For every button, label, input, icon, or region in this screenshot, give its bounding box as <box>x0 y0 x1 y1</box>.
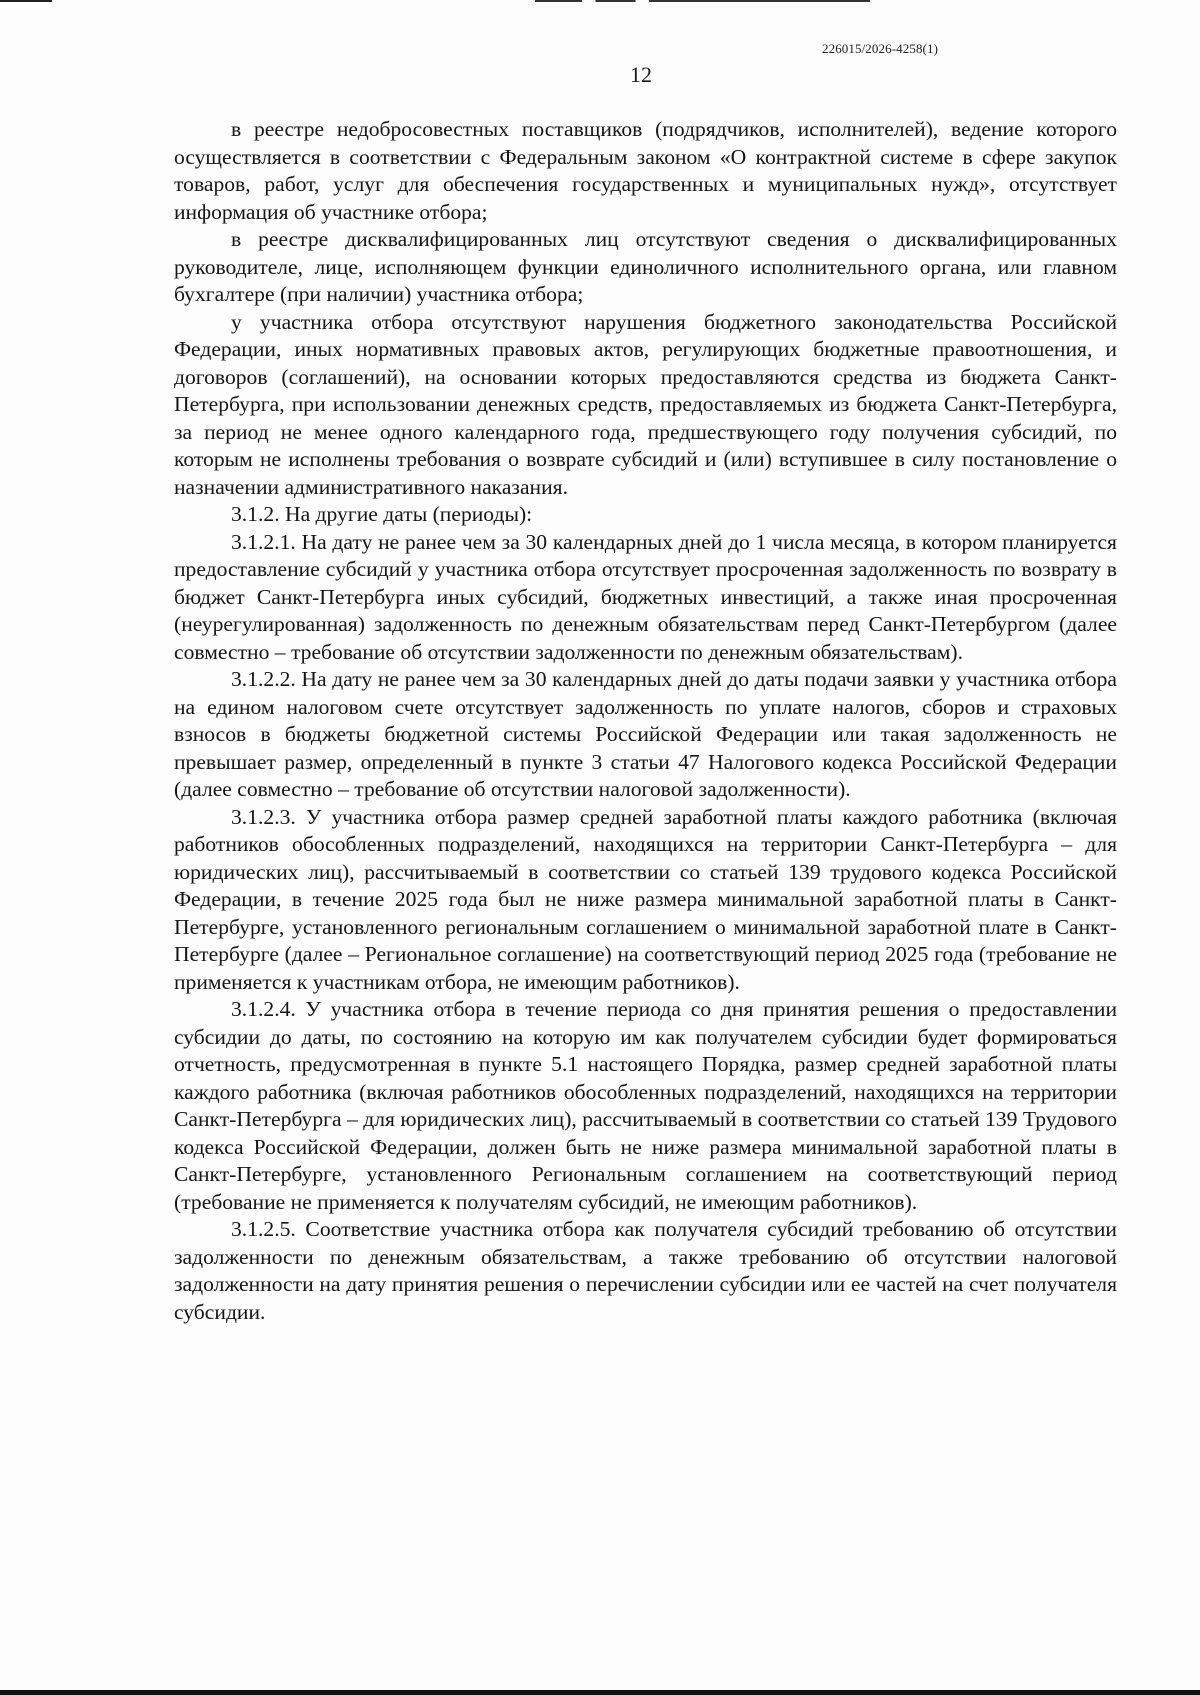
paragraph-registry-disqualified: в реестре дисквалифицированных лиц отсутствуют сведения о дисквалифицированных руководителе, лице, исполняющем функции единоличного исполнительного органа, или главном бухгалтере (при наличии) участника отбора; <box>174 227 1117 306</box>
page-number: 12 <box>630 62 652 87</box>
scan-top-left-rule <box>0 0 52 2</box>
paragraph-3-1-2: 3.1.2. На другие даты (периоды): <box>231 502 533 526</box>
scan-bottom-rule <box>0 1690 1200 1695</box>
document-number: 226015/2026-4258(1) <box>822 41 938 56</box>
document-body <box>174 116 1117 1326</box>
scan-top-mid-rule <box>535 0 870 2</box>
paragraph-3-1-2-1: 3.1.2.1. На дату не ранее чем за 30 календарных дней до 1 числа месяца, в котором планируется предоставление субсидий у участника отбора отсутствует просроченная задолженность по возврату в бюджет Санкт-Петербурга иных субсидий, бюджетных инвестиций, а также иная просроченная (неурегулированная) задолженность по денежным обязательствам перед Санкт-Петербургом (далее совместно – требование об отсутствии задолженности по денежным обязательствам). <box>174 529 1117 664</box>
paragraph-3-1-2-4: 3.1.2.4. У участника отбора в течение периода со дня принятия решения о предоставлении субсидии до даты, по состоянию на которую им как получателем субсидии будет формироваться отчетность, предусмотренная в пункте 5.1 настоящего Порядка, размер средней заработной платы каждого работника (включая работников обособленных подразделений, находящихся на территории Санкт-Петербурга – для юридических лиц), рассчитываемый в соответствии со статьей 139 Трудового кодекса Российской Федерации, должен быть не ниже размера минимальной заработной платы в Санкт-Петербурге, установленного Региональным соглашением на соответствующий период (требование не применяется к получателям субсидий, не имеющим работников). <box>174 997 1117 1214</box>
paragraph-3-1-2-2: 3.1.2.2. На дату не ранее чем за 30 календарных дней до даты подачи заявки у участника отбора на едином налоговом счете отсутствует задолженность по уплате налогов, сборов и страховых взносов в бюджеты бюджетной системы Российской Федерации или такая задолженность не превышает размер, определенный в пункте 3 статьи 47 Налогового кодекса Российской Федерации (далее совместно – требование об отсутствии налоговой задолженности). <box>174 667 1117 801</box>
paragraph-3-1-2-5: 3.1.2.5. Соответствие участника отбора как получателя субсидий требованию об отсутствии задолженности по денежным обязательствам, а также требованию об отсутствии налоговой задолженности на дату принятия решения о перечислении субсидии или ее частей на счет получателя субсидии. <box>174 1217 1117 1324</box>
paragraph-budget-violations: у участника отбора отсутствуют нарушения бюджетного законодательства Российской Федерации, иных нормативных правовых актов, регулирующих бюджетные правоотношения, и договоров (соглашений), на основании которых предоставляются средства из бюджета Санкт-Петербурга, при использовании денежных средств, предоставляемых из бюджета Санкт-Петербурга, за период не менее одного календарного года, предшествующего году получения субсидий, по которым не исполнены требования о возврате субсидий и (или) вступившее в силу постановление о назначении административного наказания. <box>174 309 1117 499</box>
paragraph-registry-suppliers: в реестре недобросовестных поставщиков (подрядчиков, исполнителей), ведение которого осуществляется в соответствии с Федеральным законом «О контрактной системе в сфере закупок товаров, работ, услуг для обеспечения государственных и муниципальных нужд», отсутствует информация об участнике отбора; <box>174 117 1117 224</box>
paragraph-3-1-2-3: 3.1.2.3. У участника отбора размер средней заработной платы каждого работника (включая работников обособленных подразделений, находящихся на территории Санкт-Петербурга – для юридических лиц), рассчитываемый в соответствии со статьей 139 трудового кодекса Российской Федерации, в течение 2025 года был не ниже размера минимальной заработной платы в Санкт-Петербурге, установленного региональным соглашением о минимальной заработной плате в Санкт-Петербурге (далее – Региональное соглашение) на соответствующий период 2025 года (требование не применяется к участникам отбора, не имеющим работников). <box>174 804 1117 994</box>
